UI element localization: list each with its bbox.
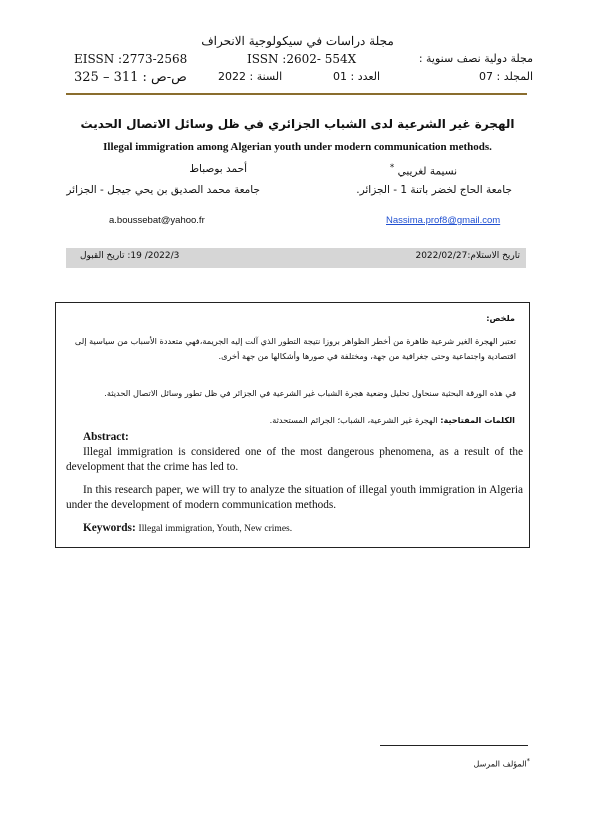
arabic-abstract-p1: تعتبر الهجرة الغير شرعية ظاهرة من أخطر الظواهر بروزا نتيجة التطور الذي آلت إليه الجريمة،فهي متعددة الأسباب من سياسية إلى اقتصادية واجتماعية وحتى جغرافية من جهة، ومختلفة في صورها وأشكالها من جهة أخرى. [74,336,516,361]
author2-email: a.boussebat@yahoo.fr [109,215,205,226]
dates-bar [66,248,526,268]
arabic-keywords [270,413,515,428]
arabic-keywords-label: الكلمات المفتاحية: [440,415,515,425]
author2-name: أحمد بوصباط [189,163,247,175]
english-keywords-label: Keywords: [83,522,136,534]
header-rule [66,93,527,95]
author2-affiliation: جامعة محمد الصديق بن يحي جيجل - الجزائر [66,184,260,196]
journal-title: مجلة دراسات في سيكولوجية الانحراف [201,34,394,48]
received-date: تاريخ الاستلام:2022/02/27 [415,251,520,261]
author1-name-text: نسيمة لغريبي [397,165,457,178]
footnote-rule [380,745,528,746]
pages-range: 325 – 311 : ص-ص [74,70,187,85]
author1-name [390,163,457,178]
arabic-abstract-p2: في هذه الورقة البحثية سنحاول تحليل وضعية هجرة الشباب غير الشرعية في الجزائر في ظل تطور وسائل الاتصال الحديثة. [104,388,516,398]
author1-mark: * [389,163,395,173]
english-keywords [83,521,292,537]
footnote-text: المؤلف المرسل [473,759,527,769]
journal-type: مجلة دولية نصف سنوية : [418,52,533,65]
author1-email[interactable]: Nassima.prof8@gmail.com [386,215,501,226]
pages [74,70,187,85]
title-english: Illegal immigration among Algerian youth under modern communication methods. [103,141,492,153]
arabic-abstract-heading: ملخص: [486,313,515,323]
eissn: EISSN :2773-2568 [74,52,188,66]
footnote [460,757,530,769]
title-arabic: الهجرة غير الشرعية لدى الشباب الجزائري في ظل وسائل الاتصال الحديث [80,117,515,131]
author1-affiliation: جامعة الحاج لخضر باتنة 1 - الجزائر. [356,184,512,196]
issn: ISSN :2602- 554X [247,52,357,66]
english-abstract-p2: In this research paper, we will try to analyze the situation of illegal youth immigration in Algeria under the development of modern communication methods. [66,484,523,511]
accepted-date: 2022/3/ 19: تاريخ القبول [80,251,180,261]
english-abstract-heading: Abstract: [83,431,129,443]
footnote-mark: * [526,757,530,765]
arabic-keywords-text: الهجرة غير الشرعية، الشباب؛ الجرائم المستحدثة. [269,415,438,425]
english-abstract-p1: Illegal immigration is considered one of the most dangerous phenomena, as a result of the development that the crime has led to. [66,446,523,473]
issue: العدد : 01 [333,70,381,83]
english-keywords-text: Illegal immigration, Youth, New crimes. [138,524,293,534]
year: السنة : 2022 [218,70,283,83]
abstract-box [55,302,530,548]
volume: المجلد : 07 [479,70,533,83]
